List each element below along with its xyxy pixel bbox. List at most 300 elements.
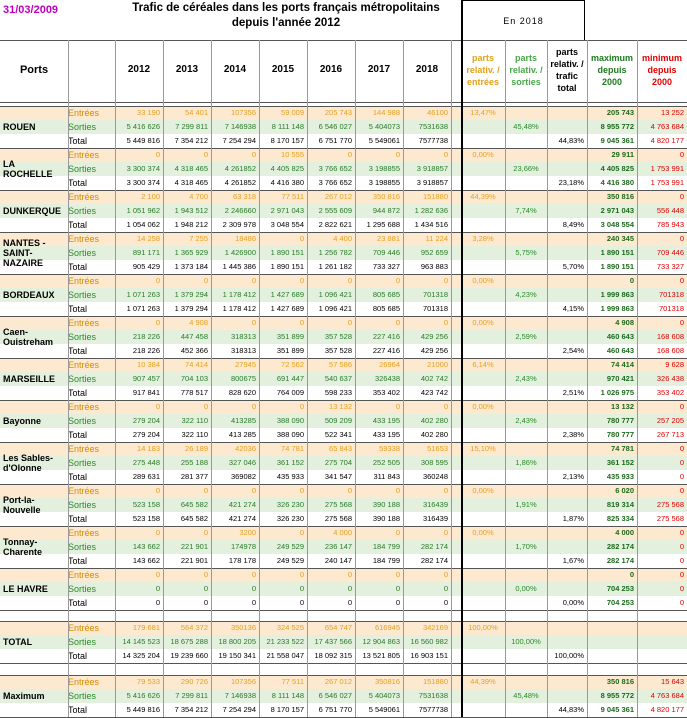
min-cell[interactable]: 275 568	[656, 514, 684, 523]
value-cell[interactable]: 5 416 626	[126, 691, 160, 700]
value-cell[interactable]: 1 282 636	[414, 206, 448, 215]
value-cell[interactable]: 0	[299, 318, 304, 327]
value-cell[interactable]: 1 379 294	[174, 290, 208, 299]
value-cell[interactable]: 907 457	[132, 374, 160, 383]
value-cell[interactable]: 11 224	[425, 234, 448, 243]
min-cell[interactable]: 267 713	[656, 430, 684, 439]
max-cell[interactable]: 74 414	[611, 360, 634, 369]
row-label-sorties[interactable]: Sorties	[68, 542, 97, 552]
row-label-total[interactable]: Total	[68, 388, 88, 398]
value-cell[interactable]: 509 209	[324, 416, 352, 425]
row-label-entrees[interactable]: Entrées	[68, 192, 100, 202]
value-cell[interactable]: 0	[251, 276, 256, 285]
value-cell[interactable]: 350136	[230, 623, 256, 632]
value-cell[interactable]: 645 582	[180, 500, 208, 509]
max-cell[interactable]: 1 890 151	[600, 262, 634, 271]
value-cell[interactable]: 1 427 689	[270, 290, 304, 299]
value-cell[interactable]: 0	[203, 584, 208, 593]
value-cell[interactable]: 5 449 816	[126, 705, 160, 714]
min-cell[interactable]: 168 608	[656, 332, 684, 341]
value-cell[interactable]: 0	[443, 528, 448, 537]
value-cell[interactable]: 360248	[422, 472, 448, 481]
min-cell[interactable]: 0	[679, 444, 684, 453]
row-label-total[interactable]: Total	[68, 430, 88, 440]
value-cell[interactable]: 390 188	[372, 514, 400, 523]
min-cell[interactable]: 701318	[658, 304, 684, 313]
value-cell[interactable]: 7577738	[418, 136, 448, 145]
min-cell[interactable]: 0	[679, 402, 684, 411]
min-cell[interactable]: 4 820 177	[650, 136, 684, 145]
value-cell[interactable]: 249 529	[276, 556, 304, 565]
value-cell[interactable]: 318313	[230, 346, 256, 355]
value-cell[interactable]: 79 533	[137, 677, 160, 686]
value-cell[interactable]: 4 416 380	[270, 178, 304, 187]
value-cell[interactable]: 281 377	[180, 472, 208, 481]
value-cell[interactable]: 72 562	[281, 360, 304, 369]
value-cell[interactable]: 0	[443, 318, 448, 327]
pct-sorties-cell[interactable]: 100,00%	[511, 637, 541, 646]
value-cell[interactable]: 423 742	[420, 388, 448, 397]
pct-entrees-cell[interactable]: 44,39%	[470, 677, 496, 686]
value-cell[interactable]: 0	[299, 276, 304, 285]
min-cell[interactable]: 0	[679, 570, 684, 579]
pct-sorties-cell[interactable]: 1,70%	[515, 542, 537, 551]
value-cell[interactable]: 4 700	[189, 192, 208, 201]
value-cell[interactable]: 0	[443, 570, 448, 579]
row-label-sorties[interactable]: Sorties	[68, 584, 97, 594]
value-cell[interactable]: 21 233 522	[266, 637, 304, 646]
value-cell[interactable]: 917 841	[132, 388, 160, 397]
pct-trafic-cell[interactable]: 2,13%	[562, 472, 584, 481]
value-cell[interactable]: 8 111 148	[271, 691, 304, 700]
value-cell[interactable]: 27945	[235, 360, 256, 369]
max-cell[interactable]: 74 781	[611, 444, 634, 453]
row-label-entrees[interactable]: Entrées	[68, 402, 100, 412]
value-cell[interactable]: 327 046	[228, 458, 256, 467]
value-cell[interactable]: 0	[299, 598, 304, 607]
row-label-sorties[interactable]: Sorties	[68, 332, 97, 342]
value-cell[interactable]: 16 903 151	[410, 651, 448, 660]
pct-entrees-cell[interactable]: 100,00%	[468, 623, 498, 632]
min-cell[interactable]: 0	[679, 542, 684, 551]
value-cell[interactable]: 402 280	[420, 430, 448, 439]
value-cell[interactable]: 1 054 062	[126, 220, 160, 229]
max-cell[interactable]: 29 911	[611, 150, 634, 159]
value-cell[interactable]: 6 751 770	[318, 136, 352, 145]
value-cell[interactable]: 2 971 043	[270, 206, 304, 215]
max-cell[interactable]: 282 174	[606, 556, 634, 565]
value-cell[interactable]: 10 384	[137, 360, 160, 369]
row-label-total[interactable]: Total	[68, 346, 88, 356]
value-cell[interactable]: 447 458	[180, 332, 208, 341]
row-label-sorties[interactable]: Sorties	[68, 500, 97, 510]
max-cell[interactable]: 3 048 554	[600, 220, 634, 229]
value-cell[interactable]: 14 258	[137, 234, 160, 243]
value-cell[interactable]: 1 426900	[224, 248, 256, 257]
value-cell[interactable]: 0	[299, 528, 304, 537]
port-name[interactable]: Caen-Ouistreham	[3, 327, 54, 347]
value-cell[interactable]: 221 901	[180, 556, 208, 565]
value-cell[interactable]: 17 437 566	[314, 637, 352, 646]
value-cell[interactable]: 0	[155, 584, 160, 593]
max-cell[interactable]: 825 334	[606, 514, 634, 523]
pct-trafic-cell[interactable]: 23,18%	[558, 178, 584, 187]
pct-trafic-cell[interactable]: 2,51%	[562, 388, 584, 397]
value-cell[interactable]: 227 416	[372, 346, 400, 355]
value-cell[interactable]: 701318	[422, 304, 448, 313]
max-cell[interactable]: 780 777	[606, 430, 634, 439]
value-cell[interactable]: 279 204	[132, 416, 160, 425]
max-cell[interactable]: 0	[629, 570, 634, 579]
min-cell[interactable]: 326 438	[656, 374, 684, 383]
value-cell[interactable]: 6 546 027	[318, 122, 352, 131]
value-cell[interactable]: 7 146938	[224, 691, 256, 700]
value-cell[interactable]: 0	[299, 402, 304, 411]
value-cell[interactable]: 350 816	[372, 192, 400, 201]
value-cell[interactable]: 14 183	[137, 444, 160, 453]
max-cell[interactable]: 361 152	[606, 458, 634, 467]
port-name[interactable]: BORDEAUX	[3, 290, 55, 300]
row-label-total[interactable]: Total	[68, 705, 88, 715]
value-cell[interactable]: 51653	[427, 444, 448, 453]
value-cell[interactable]: 1 178 412	[222, 304, 256, 313]
value-cell[interactable]: 413285	[230, 416, 256, 425]
value-cell[interactable]: 7531638	[418, 691, 448, 700]
max-cell[interactable]: 970 421	[606, 374, 634, 383]
pct-trafic-cell[interactable]: 44,83%	[558, 136, 584, 145]
min-cell[interactable]: 9 628	[665, 360, 684, 369]
row-label-entrees[interactable]: Entrées	[68, 360, 100, 370]
pct-sorties-cell[interactable]: 1,86%	[515, 458, 537, 467]
value-cell[interactable]: 5 404073	[368, 122, 400, 131]
max-cell[interactable]: 460 643	[606, 332, 634, 341]
min-cell[interactable]: 0	[679, 584, 684, 593]
min-cell[interactable]: 4 763 684	[650, 691, 684, 700]
value-cell[interactable]: 1 943 512	[174, 206, 208, 215]
row-label-sorties[interactable]: Sorties	[68, 164, 97, 174]
max-cell[interactable]: 9 045 361	[600, 705, 634, 714]
value-cell[interactable]: 26 189	[185, 444, 208, 453]
value-cell[interactable]: 267 012	[324, 192, 352, 201]
value-cell[interactable]: 275 568	[324, 500, 352, 509]
value-cell[interactable]: 6 751 770	[318, 705, 352, 714]
row-label-entrees[interactable]: Entrées	[68, 486, 100, 496]
value-cell[interactable]: 322 110	[181, 430, 208, 439]
min-cell[interactable]: 733 327	[656, 262, 684, 271]
pct-entrees-cell[interactable]: 0,00%	[472, 528, 494, 537]
value-cell[interactable]: 143 662	[132, 542, 160, 551]
value-cell[interactable]: 18 092 315	[314, 651, 352, 660]
value-cell[interactable]: 236 147	[324, 542, 352, 551]
value-cell[interactable]: 74 781	[281, 444, 304, 453]
value-cell[interactable]: 282 174	[420, 542, 448, 551]
value-cell[interactable]: 1 890 151	[270, 248, 304, 257]
max-cell[interactable]: 350 816	[606, 192, 634, 201]
min-cell[interactable]: 15 643	[661, 677, 684, 686]
max-cell[interactable]: 704 253	[606, 598, 634, 607]
value-cell[interactable]: 0	[299, 584, 304, 593]
pct-entrees-cell[interactable]: 0,00%	[472, 402, 494, 411]
value-cell[interactable]: 1 948 212	[174, 220, 208, 229]
max-cell[interactable]: 8 955 772	[600, 691, 634, 700]
max-cell[interactable]: 350 816	[606, 677, 634, 686]
pct-entrees-cell[interactable]: 15,10%	[470, 444, 496, 453]
min-cell[interactable]: 556 448	[656, 206, 684, 215]
value-cell[interactable]: 1 379 294	[174, 304, 208, 313]
value-cell[interactable]: 65 843	[329, 444, 352, 453]
min-cell[interactable]: 0	[679, 598, 684, 607]
row-label-entrees[interactable]: Entrées	[68, 234, 100, 244]
value-cell[interactable]: 357 528	[324, 346, 352, 355]
value-cell[interactable]: 227 416	[372, 332, 400, 341]
value-cell[interactable]: 0	[251, 318, 256, 327]
row-label-total[interactable]: Total	[68, 262, 88, 272]
row-label-entrees[interactable]: Entrées	[68, 318, 100, 328]
row-label-sorties[interactable]: Sorties	[68, 691, 97, 701]
value-cell[interactable]: 1 365 929	[174, 248, 208, 257]
value-cell[interactable]: 598 233	[324, 388, 352, 397]
value-cell[interactable]: 421 274	[228, 500, 256, 509]
port-name[interactable]: LA ROCHELLE	[3, 159, 53, 179]
min-cell[interactable]: 0	[679, 458, 684, 467]
value-cell[interactable]: 905 429	[132, 262, 160, 271]
value-cell[interactable]: 1 256 782	[318, 248, 352, 257]
value-cell[interactable]: 18 675 288	[170, 637, 208, 646]
value-cell[interactable]: 1 434 516	[414, 220, 448, 229]
value-cell[interactable]: 0	[251, 570, 256, 579]
row-label-total[interactable]: Total	[68, 556, 88, 566]
value-cell[interactable]: 0	[203, 486, 208, 495]
port-name[interactable]: MARSEILLE	[3, 374, 56, 384]
max-cell[interactable]: 8 955 772	[600, 122, 634, 131]
row-label-sorties[interactable]: Sorties	[68, 637, 97, 647]
value-cell[interactable]: 645 582	[180, 514, 208, 523]
pct-trafic-cell[interactable]: 1,67%	[562, 556, 584, 565]
pct-sorties-cell[interactable]: 5,75%	[515, 248, 537, 257]
value-cell[interactable]: 1 096 421	[318, 290, 352, 299]
value-cell[interactable]: 282 174	[420, 556, 448, 565]
value-cell[interactable]: 0	[155, 570, 160, 579]
value-cell[interactable]: 1 427 689	[270, 304, 304, 313]
value-cell[interactable]: 0	[395, 150, 400, 159]
row-label-total[interactable]: Total	[68, 598, 88, 608]
value-cell[interactable]: 0	[155, 598, 160, 607]
min-cell[interactable]: 1 753 991	[650, 178, 684, 187]
value-cell[interactable]: 63 318	[233, 192, 256, 201]
value-cell[interactable]: 289 631	[132, 472, 160, 481]
value-cell[interactable]: 0	[347, 318, 352, 327]
pct-entrees-cell[interactable]: 13,47%	[470, 108, 496, 117]
value-cell[interactable]: 322 110	[181, 416, 208, 425]
value-cell[interactable]: 0	[347, 276, 352, 285]
value-cell[interactable]: 144 988	[372, 108, 400, 117]
row-label-total[interactable]: Total	[68, 178, 88, 188]
value-cell[interactable]: 388 090	[276, 430, 304, 439]
value-cell[interactable]: 7 255	[189, 234, 208, 243]
value-cell[interactable]: 23 881	[377, 234, 400, 243]
value-cell[interactable]: 21000	[427, 360, 448, 369]
value-cell[interactable]: 5 404073	[368, 691, 400, 700]
value-cell[interactable]: 0	[347, 584, 352, 593]
value-cell[interactable]: 413 285	[228, 430, 256, 439]
pct-sorties-cell[interactable]: 7,74%	[515, 206, 537, 215]
min-cell[interactable]: 4 763 684	[650, 122, 684, 131]
value-cell[interactable]: 0	[155, 402, 160, 411]
value-cell[interactable]: 0	[347, 570, 352, 579]
value-cell[interactable]: 2 822 621	[318, 220, 352, 229]
value-cell[interactable]: 0	[251, 584, 256, 593]
port-name[interactable]: LE HAVRE	[3, 584, 48, 594]
value-cell[interactable]: 1 178 412	[222, 290, 256, 299]
value-cell[interactable]: 0	[395, 584, 400, 593]
pct-trafic-cell[interactable]: 1,87%	[562, 514, 584, 523]
value-cell[interactable]: 1 071 263	[126, 290, 160, 299]
max-cell[interactable]: 704 253	[606, 584, 634, 593]
value-cell[interactable]: 891 171	[132, 248, 160, 257]
value-cell[interactable]: 616945	[374, 623, 400, 632]
min-cell[interactable]: 709 446	[656, 248, 684, 257]
pct-trafic-cell[interactable]: 44,83%	[558, 705, 584, 714]
value-cell[interactable]: 0	[299, 570, 304, 579]
pct-entrees-cell[interactable]: 0,00%	[472, 486, 494, 495]
max-cell[interactable]: 4 416 380	[600, 178, 634, 187]
value-cell[interactable]: 18 800 205	[218, 637, 256, 646]
row-label-entrees[interactable]: Entrées	[68, 528, 100, 538]
value-cell[interactable]: 435 933	[276, 472, 304, 481]
min-cell[interactable]: 353 402	[656, 388, 684, 397]
value-cell[interactable]: 402 280	[420, 416, 448, 425]
min-cell[interactable]: 0	[679, 528, 684, 537]
value-cell[interactable]: 326 230	[276, 500, 304, 509]
value-cell[interactable]: 255 188	[180, 458, 208, 467]
row-label-sorties[interactable]: Sorties	[68, 122, 97, 132]
min-cell[interactable]: 785 943	[656, 220, 684, 229]
max-cell[interactable]: 4 000	[615, 528, 634, 537]
value-cell[interactable]: 828 620	[228, 388, 256, 397]
value-cell[interactable]: 59338	[379, 444, 400, 453]
value-cell[interactable]: 952 659	[420, 248, 448, 257]
value-cell[interactable]: 1 373 184	[174, 262, 208, 271]
value-cell[interactable]: 7 354 212	[174, 136, 208, 145]
value-cell[interactable]: 151880	[422, 677, 448, 686]
min-cell[interactable]: 0	[679, 318, 684, 327]
value-cell[interactable]: 429 256	[420, 346, 448, 355]
pct-entrees-cell[interactable]: 6,14%	[472, 360, 494, 369]
value-cell[interactable]: 0	[155, 486, 160, 495]
value-cell[interactable]: 4 000	[333, 528, 352, 537]
value-cell[interactable]: 1 445 386	[222, 262, 256, 271]
value-cell[interactable]: 3 766 652	[318, 164, 352, 173]
value-cell[interactable]: 3 300 374	[126, 164, 160, 173]
max-cell[interactable]: 0	[629, 276, 634, 285]
max-cell[interactable]: 240 345	[606, 234, 634, 243]
row-label-sorties[interactable]: Sorties	[68, 458, 97, 468]
pct-sorties-cell[interactable]: 45,48%	[513, 691, 539, 700]
value-cell[interactable]: 0	[443, 584, 448, 593]
value-cell[interactable]: 654 747	[324, 623, 352, 632]
min-cell[interactable]: 0	[679, 150, 684, 159]
pct-trafic-cell[interactable]: 100,00%	[554, 651, 584, 660]
value-cell[interactable]: 564 372	[180, 623, 208, 632]
value-cell[interactable]: 275 448	[132, 458, 160, 467]
value-cell[interactable]: 0	[203, 528, 208, 537]
row-label-entrees[interactable]: Entrées	[68, 108, 100, 118]
value-cell[interactable]: 778 517	[180, 388, 208, 397]
port-name[interactable]: Port-la-Nouvelle	[3, 495, 41, 515]
value-cell[interactable]: 3 918857	[416, 164, 448, 173]
pct-trafic-cell[interactable]: 8,49%	[562, 220, 584, 229]
min-cell[interactable]: 0	[679, 276, 684, 285]
max-cell[interactable]: 2 971 043	[600, 206, 634, 215]
pct-sorties-cell[interactable]: 2,59%	[515, 332, 537, 341]
value-cell[interactable]: 7 146938	[224, 122, 256, 131]
value-cell[interactable]: 316439	[422, 500, 448, 509]
value-cell[interactable]: 179 681	[132, 623, 160, 632]
min-cell[interactable]: 1 753 991	[650, 164, 684, 173]
value-cell[interactable]: 8 170 157	[270, 705, 304, 714]
value-cell[interactable]: 151880	[422, 192, 448, 201]
value-cell[interactable]: 252 505	[372, 458, 400, 467]
value-cell[interactable]: 77 511	[281, 677, 304, 686]
value-cell[interactable]: 7 299 811	[175, 691, 208, 700]
port-name[interactable]: Bayonne	[3, 416, 42, 426]
min-cell[interactable]: 0	[679, 556, 684, 565]
value-cell[interactable]: 1 071 263	[126, 304, 160, 313]
value-cell[interactable]: 390 188	[372, 500, 400, 509]
value-cell[interactable]: 21 558 047	[266, 651, 304, 660]
row-label-sorties[interactable]: Sorties	[68, 248, 97, 258]
row-label-total[interactable]: Total	[68, 472, 88, 482]
value-cell[interactable]: 421 274	[228, 514, 256, 523]
value-cell[interactable]: 74 414	[185, 360, 208, 369]
max-cell[interactable]: 282 174	[606, 542, 634, 551]
value-cell[interactable]: 353 402	[372, 388, 400, 397]
value-cell[interactable]: 7 254 294	[222, 705, 256, 714]
port-name[interactable]: ROUEN	[3, 122, 36, 132]
max-cell[interactable]: 1 999 863	[600, 304, 634, 313]
value-cell[interactable]: 275 568	[324, 514, 352, 523]
value-cell[interactable]: 0	[443, 598, 448, 607]
pct-trafic-cell[interactable]: 5,70%	[562, 262, 584, 271]
value-cell[interactable]: 7 299 811	[175, 122, 208, 131]
row-label-total[interactable]: Total	[68, 651, 88, 661]
min-cell[interactable]: 0	[679, 472, 684, 481]
row-label-total[interactable]: Total	[68, 136, 88, 146]
value-cell[interactable]: 0	[395, 318, 400, 327]
value-cell[interactable]: 704 103	[180, 374, 208, 383]
value-cell[interactable]: 709 446	[372, 248, 400, 257]
value-cell[interactable]: 0	[395, 570, 400, 579]
value-cell[interactable]: 46100	[427, 108, 448, 117]
pct-trafic-cell[interactable]: 2,38%	[562, 430, 584, 439]
pct-sorties-cell[interactable]: 23,66%	[513, 164, 539, 173]
value-cell[interactable]: 523 158	[132, 514, 160, 523]
value-cell[interactable]: 178 178	[228, 556, 256, 565]
value-cell[interactable]: 77 511	[281, 192, 304, 201]
row-label-sorties[interactable]: Sorties	[68, 416, 97, 426]
row-label-entrees[interactable]: Entrées	[68, 444, 100, 454]
value-cell[interactable]: 4 318 465	[174, 164, 208, 173]
value-cell[interactable]: 174978	[230, 542, 256, 551]
pct-sorties-cell[interactable]: 2,43%	[515, 374, 537, 383]
value-cell[interactable]: 308 595	[420, 458, 448, 467]
min-cell[interactable]: 275 568	[656, 500, 684, 509]
value-cell[interactable]: 7531638	[418, 122, 448, 131]
value-cell[interactable]: 6 546 027	[318, 691, 352, 700]
value-cell[interactable]: 0	[395, 598, 400, 607]
port-name[interactable]: Tonnay-Charente	[3, 537, 43, 557]
value-cell[interactable]: 805 685	[372, 290, 400, 299]
